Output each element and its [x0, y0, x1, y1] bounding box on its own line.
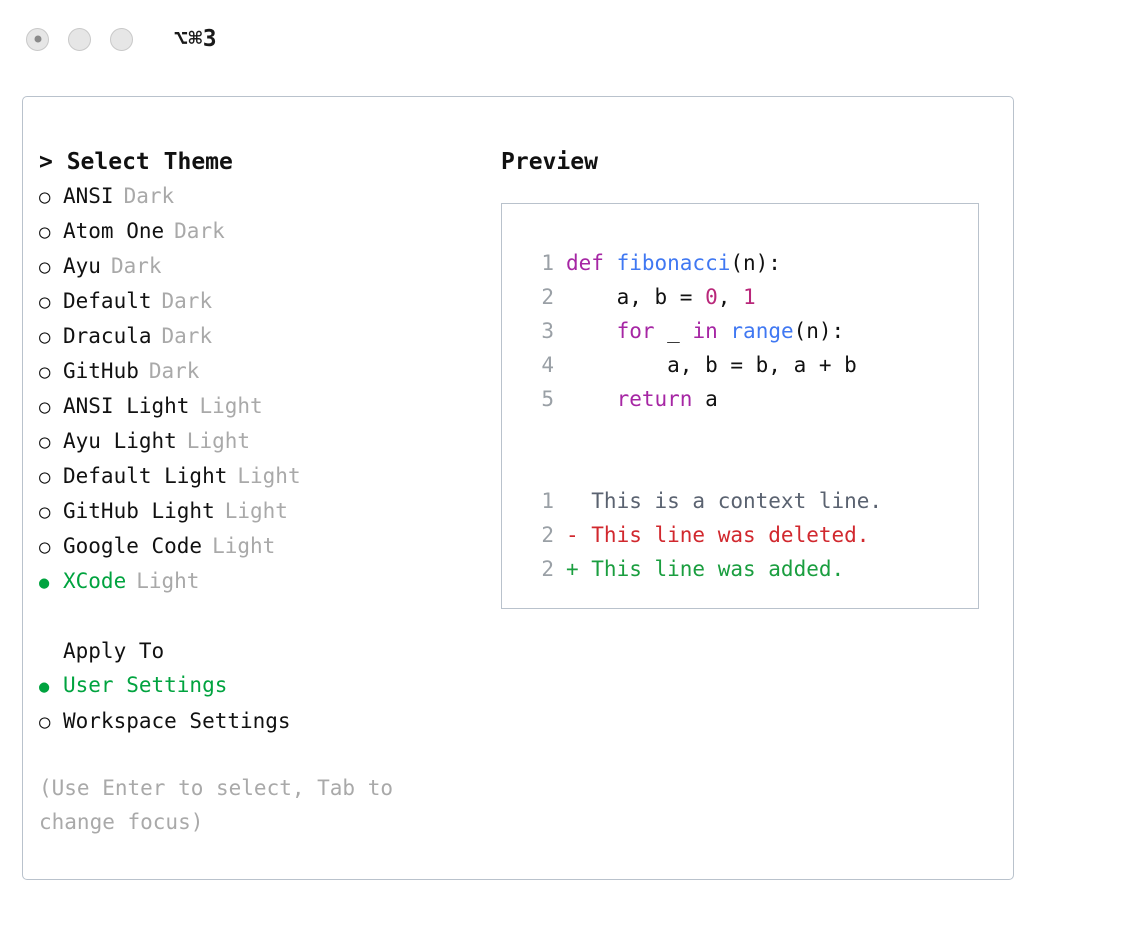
- diff-text: - This line was deleted.: [566, 523, 870, 547]
- theme-picker-pane: [22, 96, 1014, 880]
- radio-icon[interactable]: ○: [39, 501, 51, 523]
- radio-icon[interactable]: ○: [39, 361, 51, 383]
- theme-list-item[interactable]: [39, 284, 479, 319]
- theme-name: GitHub Light: [63, 499, 215, 523]
- theme-list-item[interactable]: [39, 179, 479, 214]
- code-token: [718, 314, 731, 348]
- select-theme-heading: > Select Theme: [39, 149, 233, 175]
- radio-icon[interactable]: ○: [39, 221, 51, 243]
- radio-icon[interactable]: ○: [39, 326, 51, 348]
- theme-name: Ayu: [63, 254, 101, 278]
- theme-variant: Light: [212, 534, 276, 558]
- code-line: [520, 382, 978, 416]
- keyboard-hint-text: (Use Enter to select, Tab to change focus): [39, 776, 406, 834]
- theme-name: XCode: [63, 569, 127, 593]
- theme-list-item[interactable]: [39, 319, 479, 354]
- radio-selected-icon[interactable]: ●: [39, 573, 50, 593]
- theme-variant: Light: [186, 429, 251, 453]
- code-token: [566, 382, 617, 416]
- line-number: 2: [541, 557, 554, 581]
- theme-list-item[interactable]: [39, 389, 479, 424]
- traffic-light-minimize-icon[interactable]: [68, 28, 91, 51]
- line-number: 2: [541, 285, 554, 309]
- diff-line-context: [520, 484, 978, 518]
- line-number: 2: [541, 523, 554, 547]
- code-token: [566, 314, 617, 348]
- theme-variant: Light: [136, 569, 200, 593]
- window-titlebar: [0, 0, 1140, 78]
- code-token: in: [692, 319, 718, 343]
- theme-variant: Dark: [123, 184, 175, 208]
- theme-name: Ayu Light: [63, 429, 177, 453]
- theme-variant: Dark: [161, 289, 213, 313]
- theme-variant: Light: [237, 464, 301, 488]
- apply-to-label: User Settings: [63, 673, 228, 697]
- theme-list-item[interactable]: [39, 354, 479, 389]
- preview-column: [501, 145, 1001, 609]
- apply-to-item-workspace-settings[interactable]: [39, 704, 479, 739]
- radio-selected-icon[interactable]: ●: [39, 677, 50, 697]
- code-line: [520, 246, 978, 280]
- code-token: fibonacci: [616, 251, 731, 275]
- radio-icon[interactable]: ○: [39, 536, 51, 558]
- code-token: def: [566, 251, 617, 275]
- code-blank-line: [520, 416, 978, 450]
- theme-list[interactable]: [39, 179, 479, 600]
- theme-variant: Light: [224, 499, 288, 523]
- theme-list-item[interactable]: [39, 529, 479, 564]
- traffic-light-zoom-icon[interactable]: [110, 28, 133, 51]
- diff-line-added: [520, 552, 978, 586]
- apply-to-heading: Apply To: [63, 639, 165, 663]
- theme-variant: Dark: [161, 324, 213, 348]
- code-token: ,: [717, 285, 744, 309]
- line-number: 4: [541, 353, 554, 377]
- code-token: 0: [705, 285, 718, 309]
- traffic-light-close-icon[interactable]: [26, 28, 49, 51]
- code-token: range: [730, 319, 794, 343]
- theme-list-item[interactable]: [39, 494, 479, 529]
- radio-icon[interactable]: ○: [39, 711, 51, 733]
- code-token: return: [616, 387, 693, 411]
- radio-icon[interactable]: ○: [39, 291, 51, 313]
- diff-text: + This line was added.: [566, 557, 845, 581]
- code-token: 1: [743, 285, 756, 309]
- code-token: (n):: [730, 251, 781, 275]
- line-number: 5: [541, 387, 554, 411]
- theme-name: Default Light: [63, 464, 228, 488]
- preview-heading: Preview: [501, 149, 598, 175]
- theme-name: GitHub: [63, 359, 139, 383]
- code-token: a, b =: [566, 285, 706, 309]
- diff-line-deleted: [520, 518, 978, 552]
- code-token: _: [654, 319, 693, 343]
- theme-variant: Light: [199, 394, 263, 418]
- theme-list-item[interactable]: [39, 214, 479, 249]
- theme-list-item[interactable]: [39, 249, 479, 284]
- theme-list-item-selected[interactable]: [39, 564, 479, 600]
- code-token: a, b = b, a + b: [566, 353, 857, 377]
- theme-selection-column: [39, 145, 479, 839]
- line-number: 1: [541, 489, 554, 513]
- apply-to-list[interactable]: [39, 668, 479, 739]
- theme-list-item[interactable]: [39, 424, 479, 459]
- code-token: for: [616, 319, 655, 343]
- code-blank-line: [520, 450, 978, 484]
- code-line: [520, 280, 978, 314]
- theme-variant: Dark: [174, 219, 225, 243]
- theme-list-item[interactable]: [39, 459, 479, 494]
- code-token: a: [692, 387, 718, 411]
- radio-icon[interactable]: ○: [39, 466, 51, 488]
- apply-to-label: Workspace Settings: [63, 709, 291, 733]
- theme-name: ANSI: [63, 184, 114, 208]
- theme-name: ANSI Light: [63, 394, 190, 418]
- radio-icon[interactable]: ○: [39, 431, 51, 453]
- theme-variant: Dark: [110, 254, 162, 278]
- code-line: [520, 314, 978, 348]
- apply-to-item-user-settings[interactable]: [39, 668, 479, 704]
- theme-name: Dracula: [63, 324, 152, 348]
- theme-name: Google Code: [63, 534, 203, 558]
- keyboard-shortcut-label: ⌥⌘3: [174, 26, 218, 52]
- theme-name: Atom One: [63, 219, 165, 243]
- radio-icon[interactable]: ○: [39, 186, 51, 208]
- theme-variant: Dark: [148, 359, 200, 383]
- radio-icon[interactable]: ○: [39, 396, 51, 418]
- preview-box: [501, 203, 979, 609]
- line-number: 1: [541, 251, 554, 275]
- radio-icon[interactable]: ○: [39, 256, 51, 278]
- theme-name: Default: [63, 289, 152, 313]
- line-number: 3: [541, 319, 554, 343]
- list-spacer: [39, 600, 479, 634]
- diff-text: This is a context line.: [566, 489, 883, 513]
- code-token: (n):: [793, 319, 845, 343]
- code-line: [520, 348, 978, 382]
